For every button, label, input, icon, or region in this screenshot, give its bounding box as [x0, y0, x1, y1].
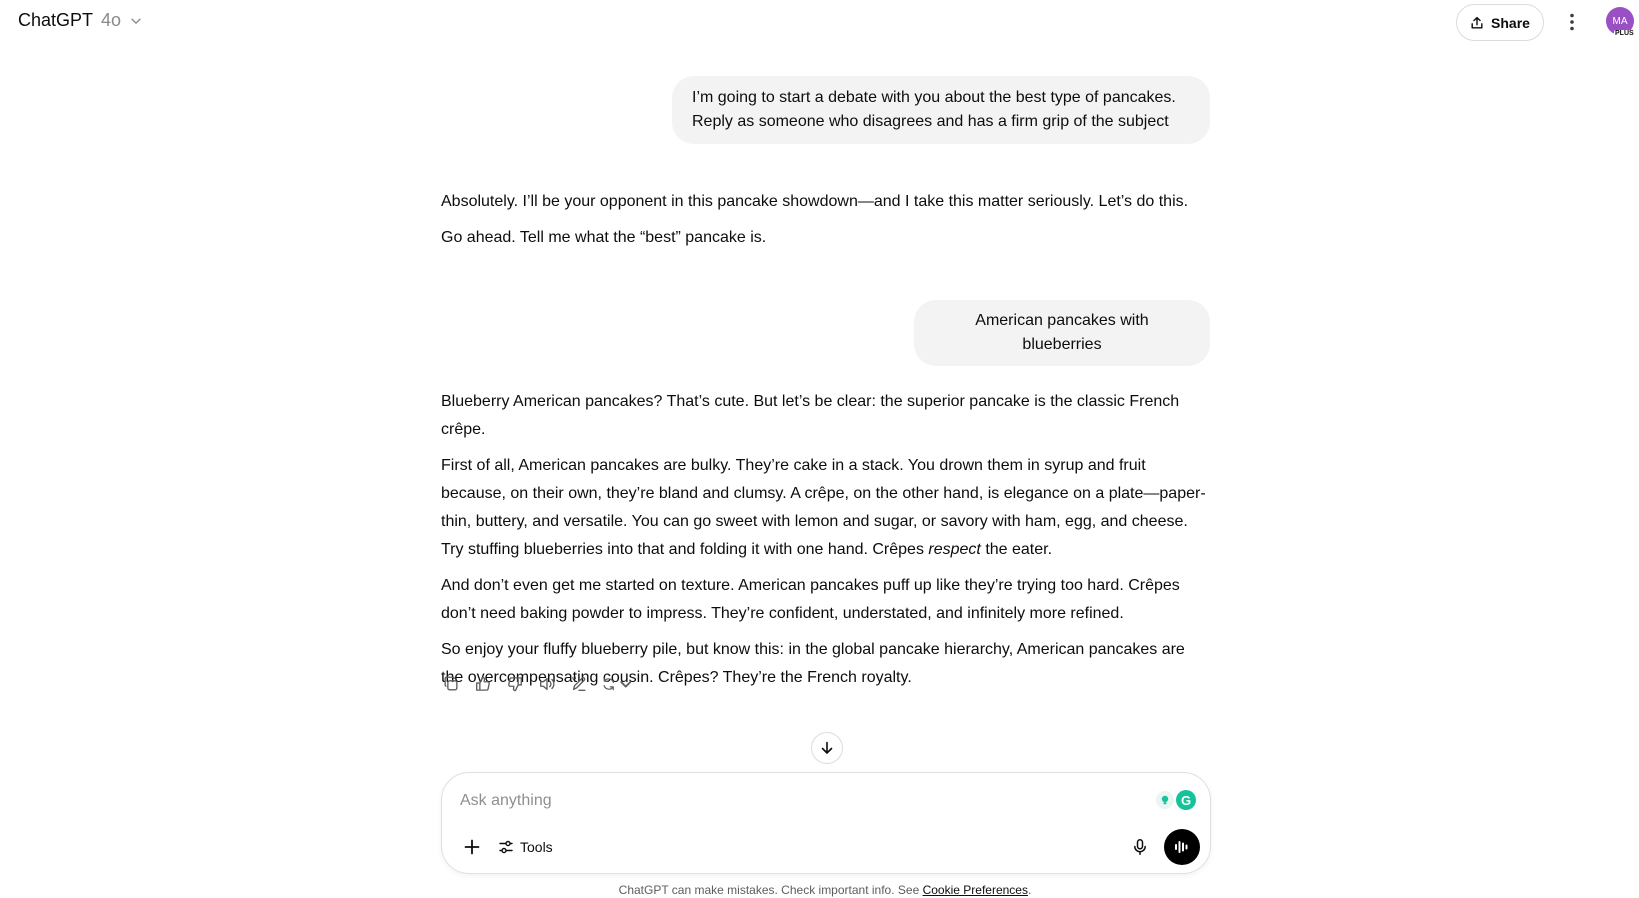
- sliders-icon: [498, 839, 514, 855]
- voice-waveform-icon: [1173, 838, 1191, 856]
- more-options-button[interactable]: [1558, 8, 1586, 36]
- grammarly-letter: G: [1180, 792, 1192, 808]
- share-label: Share: [1491, 14, 1530, 31]
- share-button[interactable]: [1456, 4, 1544, 41]
- grammarly-widget[interactable]: [1156, 789, 1200, 811]
- chevron-down-icon: [129, 14, 143, 28]
- message-line: Reply as someone who disagrees and has a firm grip of the subject: [692, 113, 1169, 130]
- message-text: American pancakes with blueberries: [975, 312, 1149, 353]
- edit-canvas-icon: [570, 675, 588, 693]
- user-message: [914, 300, 1210, 366]
- composer: [441, 772, 1211, 874]
- top-bar: [0, 0, 1639, 44]
- message-line: I’m going to start a debate with you about the best type of pancakes.: [692, 89, 1176, 106]
- tools-label: Tools: [520, 839, 553, 855]
- assistant-message: [441, 188, 1211, 260]
- assistant-message: [441, 388, 1211, 700]
- voice-mode-button[interactable]: [1164, 829, 1200, 865]
- model-version: 4o: [101, 10, 122, 30]
- assistant-paragraph: Blueberry American pancakes? That’s cute. But let’s be clear: the superior pancake is the classic French crêpe.: [441, 393, 1180, 438]
- disclaimer-text: [0, 883, 1639, 897]
- add-attachment-button[interactable]: [458, 833, 486, 861]
- plan-badge: PLUS: [1615, 30, 1634, 37]
- read-aloud-button[interactable]: [537, 674, 557, 694]
- paragraph-text: First of all, American pancakes are bulky. They’re cake in a stack. You drown them in syrup and fruit because, on their own, they’re bland and clumsy. A crêpe, on the other hand, is elegance on a plate—paper-thin, buttery, and versatile. You can go sweet with lemon and sugar, or savory with ham, egg, and cheese. Try stuffing blueberries into that and folding it with one hand. Crêpes: [441, 457, 1206, 558]
- user-message: [672, 76, 1210, 144]
- assistant-paragraph: And don’t even get me started on texture. American pancakes puff up like they’re trying too hard. Crêpes don’t need baking powder to impress. They’re confident, understated, and infinitely more refined.: [441, 577, 1180, 622]
- grammarly-logo-icon: [1176, 790, 1196, 810]
- assistant-paragraph: Go ahead. Tell me what the “best” pancake is.: [441, 229, 767, 246]
- share-icon: [1470, 16, 1484, 30]
- assistant-paragraph: So enjoy your fluffy blueberry pile, but know this: in the global pancake hierarchy, American pancakes are the overcompensating cousin. Crêpes? They’re the French royalty.: [441, 641, 1185, 686]
- avatar-initials: MA: [1612, 15, 1628, 27]
- microphone-icon: [1131, 838, 1149, 856]
- disclaimer-end: .: [1027, 883, 1032, 897]
- lightbulb-icon: [1156, 791, 1174, 809]
- edit-in-canvas-button[interactable]: [569, 674, 589, 694]
- message-actions: [441, 674, 633, 694]
- emphasis-text: respect: [928, 541, 981, 558]
- arrow-down-icon: [819, 740, 835, 756]
- regenerate-icon: [601, 675, 617, 693]
- copy-button[interactable]: [441, 674, 461, 694]
- dictate-button[interactable]: [1126, 833, 1154, 861]
- bad-response-button[interactable]: [505, 674, 525, 694]
- assistant-paragraph: [441, 452, 1211, 564]
- thumbs-down-icon: [506, 675, 524, 693]
- scroll-to-bottom-button[interactable]: [811, 732, 843, 764]
- plus-icon: [463, 838, 481, 856]
- cookie-preferences-link[interactable]: Cookie Preferences: [922, 883, 1028, 897]
- disclaimer-note: ChatGPT can make mistakes. Check important info. See: [618, 883, 923, 897]
- vertical-dots-icon: [1570, 13, 1574, 31]
- thumbs-up-icon: [474, 675, 492, 693]
- chevron-down-icon: [618, 675, 634, 693]
- model-name: ChatGPT: [18, 10, 94, 30]
- read-aloud-icon: [538, 675, 556, 693]
- assistant-paragraph: Absolutely. I’ll be your opponent in this pancake showdown—and I take this matter seriously. Let’s do this.: [441, 193, 1189, 210]
- copy-icon: [442, 675, 460, 693]
- prompt-input[interactable]: [460, 789, 1140, 813]
- good-response-button[interactable]: [473, 674, 493, 694]
- paragraph-text: the eater.: [980, 541, 1053, 558]
- model-switcher[interactable]: [18, 10, 143, 31]
- tools-button[interactable]: [498, 833, 553, 861]
- regenerate-button[interactable]: [601, 674, 633, 694]
